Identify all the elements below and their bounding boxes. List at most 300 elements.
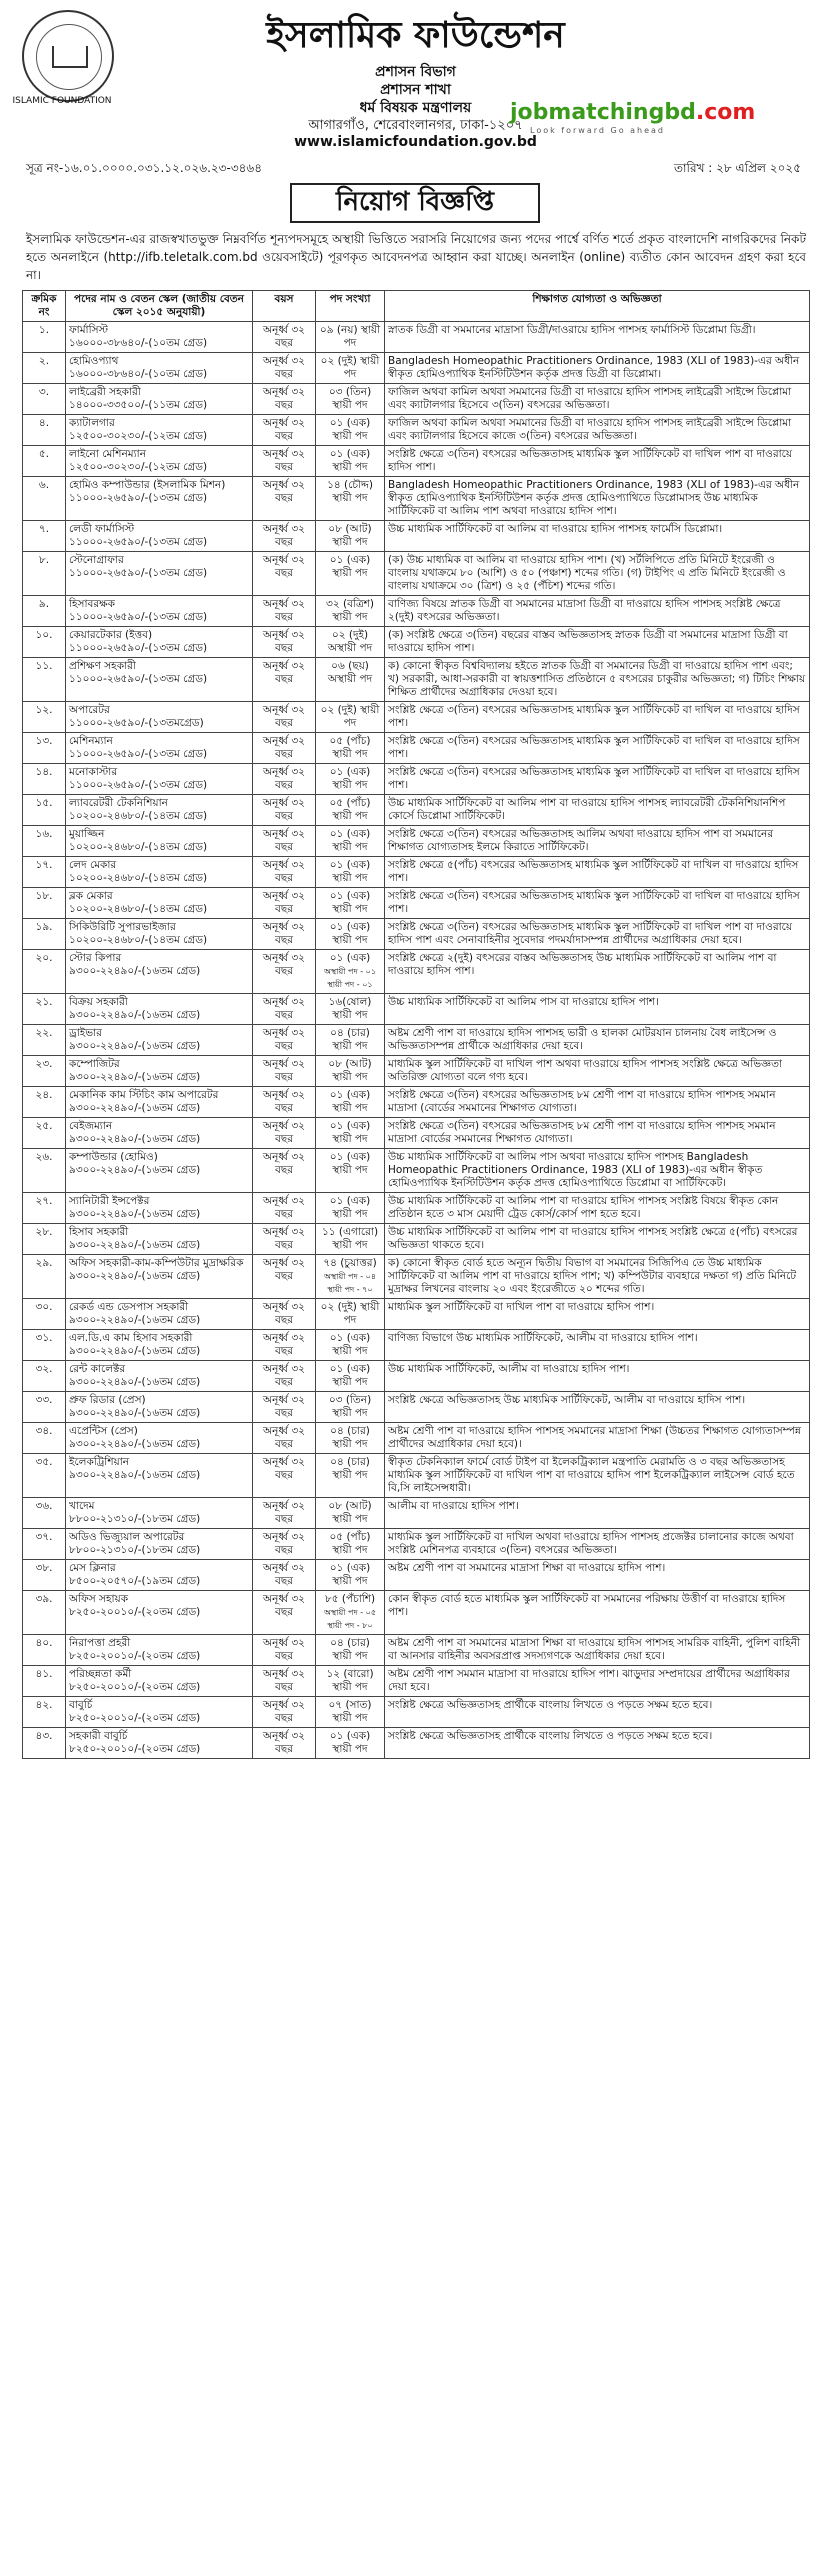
watermark-tagline: Look forward Go ahead [530, 126, 666, 135]
table-row [23, 1666, 810, 1697]
table-row [23, 1299, 810, 1330]
qualification-text: বাণিজ্য বিভাগে উচ্চ মাধ্যমিক সার্টিফিকেট, আলীম বা দাওরায়ে হাদিস পাশ। [388, 1332, 698, 1344]
count-cell [316, 1193, 385, 1224]
table-row [23, 1025, 810, 1056]
serial-number: ২৬. [35, 1151, 53, 1163]
serial-cell [23, 1697, 66, 1728]
serial-number: ৩৪. [35, 1425, 53, 1437]
qualification-text: উচ্চ মাধ্যমিক সার্টিফিকেট বা আলিম পাস বা দাওরায়ে হাদিস পাশ। [388, 996, 659, 1008]
table-row [23, 353, 810, 384]
table-row [23, 477, 810, 521]
post-count: ০৮ (আট) স্থায়ী পদ [328, 523, 372, 548]
pay-scale: ৮২৫০-২০০১০/-(২০তম গ্রেড) [69, 1650, 201, 1662]
post-cell [66, 950, 253, 994]
age-cell [253, 950, 316, 994]
age-limit: অনূর্ধ্ব ৩২ বছর [262, 479, 306, 504]
qualification-cell [385, 1423, 810, 1454]
age-cell [253, 1529, 316, 1560]
count-cell [316, 521, 385, 552]
qualification-text: ক) কোনো স্বীকৃত বিশ্ববিদ্যালয় হইতে স্নাতক ডিগ্রী বা সমমানের ডিগ্রী বা দাওরায়ে হাদিস পাশ এবং; খ) সরকারী, আধা-সরকারী বা স্বায়ত্তশাসিত প্রতিষ্ঠানে ৫ বৎসরের চাকুরীর অভিজ্ঞতা; গ) টিচিং শিক্ষায় শিক্ষিত প্রার্থীদের অগ্রাধিকার দেওয়া হবে। [388, 660, 806, 698]
post-count: ০৫ (পাঁচ) স্থায়ী পদ [329, 735, 371, 760]
watermark [510, 100, 755, 125]
count-cell [316, 826, 385, 857]
post-cell [66, 596, 253, 627]
serial-number: ১১. [35, 660, 53, 672]
table-row [23, 1361, 810, 1392]
qualification-cell [385, 994, 810, 1025]
serial-number: ১৬. [35, 828, 53, 840]
post-count: ০৬ (ছয়) অস্থায়ী পদ [327, 660, 373, 685]
age-cell [253, 1255, 316, 1299]
serial-number: ১৮. [35, 890, 53, 902]
serial-number: ১৪. [35, 766, 53, 778]
qualification-cell [385, 322, 810, 353]
post-name: স্টোর কিপার [69, 952, 122, 964]
col-post: পদের নাম ও বেতন স্কেল (জাতীয় বেতন স্কেল ২০১৫ অনুযায়ী) [66, 291, 253, 322]
table-row [23, 1118, 810, 1149]
post-count: ০১ (এক) [329, 952, 371, 964]
post-cell [66, 322, 253, 353]
pay-scale: ৯৩০০-২২৪৯০/-(১৬তম গ্রেড) [69, 1270, 201, 1282]
org-name: ইসলামিক ফাউন্ডেশন [266, 14, 565, 56]
post-name: কেয়ারটেকার (ইত্তব) [69, 629, 153, 641]
serial-number: ২৩. [35, 1058, 53, 1070]
post-cell [66, 1299, 253, 1330]
age-limit: অনূর্ধ্ব ৩২ বছর [262, 1363, 306, 1388]
qualification-text: সংশ্লিষ্ট ক্ষেত্রে ৩(তিন) বৎসরের অভিজ্ঞতাসহ মাধ্যমিক স্কুল সার্টিফিকেট বা দাখিল বা দাওরায়ে হাদিস পাশ। [388, 704, 800, 729]
qualification-cell [385, 764, 810, 795]
age-cell [253, 627, 316, 658]
website[interactable]: www.islamicfoundation.gov.bd [294, 134, 537, 150]
qualification-cell [385, 950, 810, 994]
serial-cell [23, 1255, 66, 1299]
pay-scale: ১৪০০০-৩৩৫০০/-(১১তম গ্রেড) [69, 399, 208, 411]
serial-cell [23, 733, 66, 764]
serial-cell [23, 552, 66, 596]
serial-number: ৩১. [35, 1332, 53, 1344]
serial-number: ২২. [35, 1027, 53, 1039]
serial-number: ৪৩. [35, 1730, 53, 1742]
qualification-text: ফাজিল অথবা কামিল অথবা সমমানের ডিগ্রী বা দাওরায়ে হাদিস পাশসহ লাইব্রেরী সাইন্সে ডিপ্লোমা এবং ক্যাটালগার হিসেবে কাজে ৩(তিন) বৎসরের অভিজ্ঞতা। [388, 417, 792, 442]
qualification-text: অষ্টম শ্রেণী পাশ বা দাওরায়ে হাদিস পাশসহ ভারী ও হালকা মোটরযান চালনায় বৈধ লাইসেন্স ও অভিজ্ঞতাসম্পন্ন প্রার্থীকে অগ্রাধিকার দেয়া হবে। [388, 1027, 777, 1052]
post-cell [66, 888, 253, 919]
post-cell [66, 1224, 253, 1255]
qualification-cell [385, 1635, 810, 1666]
age-limit: অনূর্ধ্ব ৩২ বছর [262, 859, 306, 884]
post-name: ল্যাবরেটরী টেকনিশিয়ান [69, 797, 168, 809]
post-name: অডিও ভিজ্যুয়াল অপারেটর [69, 1531, 185, 1543]
serial-cell [23, 1498, 66, 1529]
serial-cell [23, 795, 66, 826]
post-count: ০৫ (পাঁচ) স্থায়ী পদ [329, 797, 371, 822]
col-qualification: শিক্ষাগত যোগ্যতা ও অভিজ্ঞতা [385, 291, 810, 322]
count-cell [316, 795, 385, 826]
qualification-text: সংশ্লিষ্ট ক্ষেত্রে ৩(তিন) বৎসরের অভিজ্ঞতাসহ আলিম অথবা দাওরায়ে হাদিস পাশ বা সমমানের শিক্ষাগত যোগ্যতাসহ ইলমে কিরাতে সার্টিফিকেট। [388, 828, 774, 853]
table-row [23, 1423, 810, 1454]
pay-scale: ১০২০০-২৪৬৮০/-(১৪তম গ্রেড) [69, 934, 208, 946]
serial-cell [23, 994, 66, 1025]
age-limit: অনূর্ধ্ব ৩২ বছর [262, 1257, 306, 1282]
post-name: বাবুর্চি [69, 1699, 93, 1711]
qualification-cell [385, 1697, 810, 1728]
post-count-note: অস্থায়ী পদ - ০৫ স্থায়ী পদ - ৮০ [323, 1608, 377, 1630]
serial-cell [23, 1560, 66, 1591]
pay-scale: ১১০০০-২৬৫৯০/-(১৩তম গ্রেড) [69, 642, 208, 654]
serial-number: ১. [38, 324, 50, 336]
qualification-text: মাধ্যমিক স্কুল সার্টিফিকেট বা দাখিল পাশ বা দাওরায়ে হাদিস পাশ। [388, 1301, 655, 1313]
count-cell [316, 764, 385, 795]
post-count: ০১ (এক) স্থায়ী পদ [329, 1120, 371, 1145]
table-row [23, 919, 810, 950]
post-name: পরিচ্ছন্নতা কর্মী [69, 1668, 132, 1680]
branch: প্রশাসন শাখা [380, 82, 451, 98]
age-limit: অনূর্ধ্ব ৩২ বছর [262, 554, 306, 579]
pay-scale: ৮২৫০-২০০১০/-(২০তম গ্রেড) [69, 1743, 201, 1755]
qualification-text: সংশ্লিষ্ট ক্ষেত্রে ৩(তিন) বৎসরের অভিজ্ঞতাসহ মাধ্যমিক স্কুল সার্টিফিকেট বা দাখিল পাশ বা দাওরায়ে হাদিস পাশ এবং সেনাবাহিনীর সুবেদার পদমর্যাদাসম্পন্ন প্রার্থীদের অগ্রাধিকার দেয়া হবে। [388, 921, 793, 946]
pay-scale: ৯৩০০-২২৪৯০/-(১৬তম গ্রেড) [69, 1438, 201, 1450]
pay-scale: ৯৩০০-২২৪৯০/-(১৬তম গ্রেড) [69, 1071, 201, 1083]
post-count: ১২ (বারো) স্থায়ী পদ [326, 1668, 374, 1693]
serial-cell [23, 826, 66, 857]
serial-cell [23, 1728, 66, 1759]
watermark-main: jobmatchingbd [510, 100, 696, 125]
pay-scale: ৮২৫০-২০০১০/-(২০তম গ্রেড) [69, 1712, 201, 1724]
qualification-cell [385, 1299, 810, 1330]
table-row [23, 552, 810, 596]
qualification-cell [385, 627, 810, 658]
serial-number: ১০. [35, 629, 53, 641]
qualification-cell [385, 384, 810, 415]
division: প্রশাসন বিভাগ [375, 64, 456, 80]
age-cell [253, 826, 316, 857]
serial-number: ৩৩. [35, 1394, 53, 1406]
count-cell [316, 353, 385, 384]
serial-cell [23, 1635, 66, 1666]
age-cell [253, 857, 316, 888]
qualification-cell [385, 1118, 810, 1149]
serial-cell [23, 1330, 66, 1361]
count-cell [316, 702, 385, 733]
age-limit: অনূর্ধ্ব ৩২ বছর [262, 1058, 306, 1083]
qualification-text: উচ্চ মাধ্যমিক সার্টিফিকেট বা আলিম পাশ বা দাওরায়ে হাদিস পাশসহ ল্যাবরেটরী টেকনিশিয়ানশিপ কোর্সে ডিপ্লোমা সার্টিফিকেট। [388, 797, 786, 822]
post-count: ০২ (দুই) অস্থায়ী পদ [327, 629, 373, 654]
age-limit: অনূর্ধ্ব ৩২ বছর [262, 1668, 306, 1693]
qualification-text: Bangladesh Homeopathic Practitioners Ordinance, 1983 (XLI of 1983)-এর অধীন স্বীকৃত হোমিওপ্যাথিক ইনস্টিটিউশন কর্তৃক প্রদত্ত হোমিওপ্যাথিতে ডিপ্লোমাসহ উচ্চ মাধ্যমিক সার্টিফিকেট বা আলিম পাশ অথবা দাওরায়ে হাদিস পাশ। [388, 479, 800, 517]
count-cell [316, 1299, 385, 1330]
post-count: ০৮ (আট) স্থায়ী পদ [328, 1500, 372, 1525]
watermark-suffix: .com [695, 100, 756, 125]
table-row [23, 1087, 810, 1118]
age-limit: অনূর্ধ্ব ৩২ বছর [262, 629, 306, 654]
count-cell [316, 552, 385, 596]
age-cell [253, 658, 316, 702]
post-count: ০১ (এক) স্থায়ী পদ [329, 766, 371, 791]
serial-cell [23, 1361, 66, 1392]
pay-scale: ১১০০০-২৬৫৯০/-(১৩তম গ্রেড) [69, 779, 208, 791]
age-cell [253, 1056, 316, 1087]
logo-caption: ISLAMIC FOUNDATION [12, 96, 112, 106]
serial-cell [23, 950, 66, 994]
count-cell [316, 950, 385, 994]
qualification-text: সংশ্লিষ্ট ক্ষেত্রে ৩(তিন) বৎসরের অভিজ্ঞতাসহ মাধ্যমিক স্কুল সার্টিফিকেট বা দাখিল পাশ বা দাওরায়ে হাদিস পাশ। [388, 448, 793, 473]
post-cell [66, 795, 253, 826]
count-cell [316, 1498, 385, 1529]
post-count: ০৮ (আট) স্থায়ী পদ [328, 1058, 372, 1083]
qualification-text: স্বীকৃত টেকনিক্যাল ফার্মে বোর্ড টাইপ বা ইলেকট্রিক্যাল মন্ত্রপাতি মেরামতি ও ৩ বছর অভিজ্ঞতাসহ মাধ্যমিক স্কুল সার্টিফিকেট বা দাখিল পাশ বা দাওরায়ে হাদিস পাশ ইলেকট্রিক্যাল লাইসেন্স বোর্ড হতে বি,সি লাইসেন্সধারী। [388, 1456, 795, 1494]
post-count: ০১ (এক) স্থায়ী পদ [329, 1562, 371, 1587]
post-cell [66, 1392, 253, 1423]
pay-scale: ১০২০০-২৪৬৮০/-(১৪তম গ্রেড) [69, 841, 208, 853]
serial-cell [23, 1025, 66, 1056]
post-count-note: অস্থায়ী পদ - ০৪ স্থায়ী পদ - ৭০ [323, 1272, 377, 1294]
serial-cell [23, 1423, 66, 1454]
post-name: লাইনো মেশিনম্যান [69, 448, 146, 460]
age-limit: অনূর্ধ্ব ৩২ বছর [262, 523, 306, 548]
age-cell [253, 1498, 316, 1529]
age-cell [253, 1454, 316, 1498]
table-row [23, 1697, 810, 1728]
post-name: ড্রাইভার [69, 1027, 102, 1039]
vacancy-table [22, 290, 810, 1759]
age-limit: অনূর্ধ্ব ৩২ বছর [262, 448, 306, 473]
qualification-text: সংশ্লিষ্ট ক্ষেত্রে ৩(তিন) বৎসরের অভিজ্ঞতাসহ ৮ম শ্রেণী পাশ বা দাওরায়ে হাদিস পাশসহ সমমান মাদ্রাসা বোর্ডের সমমানের শিক্ষাগত যোগ্যতা। [388, 1120, 776, 1145]
pay-scale: ১৬০০০-৩৮৬৪০/-(১০তম গ্রেড) [69, 368, 208, 380]
qualification-cell [385, 446, 810, 477]
table-row [23, 1392, 810, 1423]
count-cell [316, 1056, 385, 1087]
count-cell [316, 596, 385, 627]
qualification-text: উচ্চ মাধ্যমিক সার্টিফিকেট, আলীম বা দাওরায়ে হাদিস পাশ। [388, 1363, 630, 1375]
serial-number: ২০. [35, 952, 53, 964]
age-cell [253, 1666, 316, 1697]
qualification-text: Bangladesh Homeopathic Practitioners Ordinance, 1983 (XLI of 1983)-এর অধীন স্বীকৃত হোমিওপ্যাথিক ইনস্টিটিউশন কর্তৃক প্রদত্ত ডিগ্রী বা ডিপ্লোমা। [388, 355, 800, 380]
qualification-cell [385, 1193, 810, 1224]
age-cell [253, 1118, 316, 1149]
age-limit: অনূর্ধ্ব ৩২ বছর [262, 890, 306, 915]
qualification-cell [385, 1392, 810, 1423]
serial-number: ১৫. [35, 797, 53, 809]
qualification-text: আলীম বা দাওরায়ে হাদিস পাশ। [388, 1500, 519, 1512]
qualification-cell [385, 552, 810, 596]
serial-cell [23, 322, 66, 353]
serial-cell [23, 658, 66, 702]
count-cell [316, 1591, 385, 1635]
post-count: ০১ (এক) স্থায়ী পদ [329, 921, 371, 946]
qualification-text: অষ্টম শ্রেণী পাশ বা দাওরায়ে হাদিস পাশসহ সমমানের মাদ্রাসা শিক্ষা (উচ্চতর শিক্ষাগত যোগ্যতাসম্পন্ন প্রার্থীদের অগ্রাধিকার দেয়া হবে)। [388, 1425, 801, 1450]
post-cell [66, 764, 253, 795]
post-count: ০৫ (পাঁচ) স্থায়ী পদ [329, 1531, 371, 1556]
notice-date: তারিখ : ২৮ এপ্রিল ২০২৫ [674, 161, 801, 175]
table-row [23, 627, 810, 658]
table-row [23, 702, 810, 733]
post-name: সহকারী বাবুর্চি [69, 1730, 128, 1742]
post-name: রেন্ট কালেক্টর [69, 1363, 126, 1375]
count-cell [316, 1025, 385, 1056]
serial-cell [23, 919, 66, 950]
qualification-cell [385, 415, 810, 446]
serial-number: ৩৬. [35, 1500, 53, 1512]
table-row [23, 994, 810, 1025]
pay-scale: ১১০০০-২৬৫৯০/-(১৩তম গ্রেড) [69, 536, 208, 548]
qualification-cell [385, 795, 810, 826]
post-cell [66, 1728, 253, 1759]
count-cell [316, 994, 385, 1025]
pay-scale: ৯৩০০-২২৪৯০/-(১৬তম গ্রেড) [69, 1102, 201, 1114]
qualification-text: মাধ্যমিক স্কুল সার্টিফিকেট বা দাখিল পাশ অথবা দাওরায়ে হাদিস পাশসহ সংশ্লিষ্ট ক্ষেত্রে অভিজ্ঞতা অতিরিক্ত যোগ্যতা বলে গণ্য হবে। [388, 1058, 783, 1083]
age-limit: অনূর্ধ্ব ৩২ বছর [262, 1562, 306, 1587]
qualification-text: ফাজিল অথবা কামিল অথবা সমমানের ডিগ্রী বা দাওরায়ে হাদিস পাশসহ লাইব্রেরী সাইন্সে ডিপ্লোমা এবং ক্যাটালগার হিসেবে ৩(তিন) বৎসরের অভিজ্ঞতা। [388, 386, 792, 411]
age-cell [253, 477, 316, 521]
pay-scale: ১০২০০-২৪৬৮০/-(১৪তম গ্রেড) [69, 810, 208, 822]
qualification-text: সংশ্লিষ্ট ক্ষেত্রে অভিজ্ঞতাসহ প্রার্থীকে বাংলায় লিখতে ও পড়তে সক্ষম হতে হবে। [388, 1730, 713, 1742]
age-limit: অনূর্ধ্ব ৩২ বছর [262, 766, 306, 791]
post-count: ৭৪ (চুয়াত্তর) [323, 1257, 377, 1269]
memo-number: সূত্র নং-১৬.০১.০০০০.০৩১.১২.০২৬.২৩-৩৪৬৪ [26, 161, 262, 175]
age-cell [253, 1591, 316, 1635]
post-name: মুয়াজ্জিন [69, 828, 105, 840]
pay-scale: ৯৩০০-২২৪৯০/-(১৬তম গ্রেড) [69, 1314, 201, 1326]
post-count: ০১ (এক) স্থায়ী পদ [329, 828, 371, 853]
serial-cell [23, 1299, 66, 1330]
count-cell [316, 733, 385, 764]
qualification-cell [385, 658, 810, 702]
qualification-cell [385, 1255, 810, 1299]
table-row [23, 384, 810, 415]
count-cell [316, 1118, 385, 1149]
age-cell [253, 1361, 316, 1392]
age-cell [253, 1728, 316, 1759]
post-cell [66, 1454, 253, 1498]
age-cell [253, 446, 316, 477]
table-row [23, 1635, 810, 1666]
age-limit: অনূর্ধ্ব ৩২ বছর [262, 996, 306, 1021]
serial-cell [23, 521, 66, 552]
qualification-text: সংশ্লিষ্ট ক্ষেত্রে অভিজ্ঞতাসহ উচ্চ মাধ্যমিক সার্টিফিকেট, আলীম বা দাওরায়ে হাদিস পাশ। [388, 1394, 746, 1406]
post-name: বেইজম্যান [69, 1120, 113, 1132]
post-name: স্যানিটারী ইন্সপেক্টর [69, 1195, 150, 1207]
pay-scale: ৯৩০০-২২৪৯০/-(১৬তম গ্রেড) [69, 1239, 201, 1251]
age-limit: অনূর্ধ্ব ৩২ বছর [262, 660, 306, 685]
post-count: ৮৫ (পঁচাশি) [324, 1593, 376, 1605]
table-row [23, 888, 810, 919]
table-row [23, 1193, 810, 1224]
post-count: ০৪ (চার) স্থায়ী পদ [330, 1027, 370, 1052]
post-cell [66, 994, 253, 1025]
age-limit: অনূর্ধ্ব ৩২ বছর [262, 797, 306, 822]
qualification-cell [385, 1454, 810, 1498]
pay-scale: ৯৩০০-২২৪৯০/-(১৬তম গ্রেড) [69, 1407, 201, 1419]
count-cell [316, 1224, 385, 1255]
post-cell [66, 702, 253, 733]
post-count: ০২ (দুই) স্থায়ী পদ [320, 1301, 380, 1326]
serial-number: ৩৫. [35, 1456, 53, 1468]
count-cell [316, 1330, 385, 1361]
post-count-note: অস্থায়ী পদ - ০১ স্থায়ী পদ - ০১ [323, 967, 377, 989]
table-row [23, 857, 810, 888]
serial-cell [23, 1149, 66, 1193]
serial-number: ৪. [38, 417, 50, 429]
table-row [23, 1728, 810, 1759]
post-cell [66, 521, 253, 552]
post-count: ১১ (এগারো) স্থায়ী পদ [321, 1226, 379, 1251]
serial-cell [23, 702, 66, 733]
pay-scale: ১১০০০-২৬৫৯০/-(১৩তমগ্রেড) [69, 717, 204, 729]
serial-number: ৫. [38, 448, 50, 460]
post-cell [66, 1025, 253, 1056]
serial-number: ২৮. [35, 1226, 53, 1238]
age-cell [253, 1149, 316, 1193]
qualification-cell [385, 857, 810, 888]
age-limit: অনূর্ধ্ব ৩২ বছর [262, 1637, 306, 1662]
count-cell [316, 888, 385, 919]
count-cell [316, 477, 385, 521]
serial-number: ৩০. [35, 1301, 53, 1313]
post-cell [66, 1529, 253, 1560]
pay-scale: ১১০০০-২৬৫৯০/-(১৩তম গ্রেড) [69, 492, 208, 504]
table-row [23, 1255, 810, 1299]
post-name: অপারেটর [69, 704, 110, 716]
age-limit: অনূর্ধ্ব ৩২ বছর [262, 386, 306, 411]
post-count: ০৪ (চার) স্থায়ী পদ [330, 1456, 370, 1481]
post-cell [66, 1423, 253, 1454]
pay-scale: ৯৩০০-২২৪৯০/-(১৬তম গ্রেড) [69, 1164, 201, 1176]
post-count: ০৯ (নয়) স্থায়ী পদ [319, 324, 381, 349]
pay-scale: ৮৮০০-২১৩১০/-(১৮তম গ্রেড) [69, 1513, 201, 1525]
post-cell [66, 658, 253, 702]
serial-cell [23, 888, 66, 919]
qualification-text: সংশ্লিষ্ট ক্ষেত্রে ৩(তিন) বৎসরের অভিজ্ঞতাসহ মাধ্যমিক স্কুল সার্টিফিকেট বা দাখিল বা দাওরায়ে হাদিস পাশ। [388, 766, 800, 791]
qualification-cell [385, 919, 810, 950]
qualification-cell [385, 1330, 810, 1361]
count-cell [316, 1560, 385, 1591]
age-cell [253, 1193, 316, 1224]
count-cell [316, 1255, 385, 1299]
serial-cell [23, 446, 66, 477]
serial-number: ৯. [38, 598, 50, 610]
serial-number: ২৯. [35, 1257, 53, 1269]
serial-number: ১৭. [35, 859, 53, 871]
age-cell [253, 1697, 316, 1728]
pay-scale: ৯৩০০-২২৪৯০/-(১৬তম গ্রেড) [69, 1469, 201, 1481]
pay-scale: ৮২৫০-২০০১০/-(২০তম গ্রেড) [69, 1681, 201, 1693]
qualification-text: উচ্চ মাধ্যমিক সার্টিফিকেট বা আলিম পাশ বা দাওরায়ে হাদিস পাশসহ সংশ্লিষ্ট ক্ষেত্রে ৫(পাঁচ) বৎসরের অভিজ্ঞতা থাকতে হবে। [388, 1226, 798, 1251]
serial-cell [23, 764, 66, 795]
qualification-cell [385, 1025, 810, 1056]
age-cell [253, 733, 316, 764]
age-cell [253, 1025, 316, 1056]
post-name: প্রশিক্ষণ সহকারী [69, 660, 136, 672]
post-name: হিসাবরক্ষক [69, 598, 115, 610]
serial-cell [23, 596, 66, 627]
post-cell [66, 1056, 253, 1087]
qualification-cell [385, 1498, 810, 1529]
count-cell [316, 322, 385, 353]
age-limit: অনূর্ধ্ব ৩২ বছর [262, 704, 306, 729]
serial-cell [23, 627, 66, 658]
serial-number: ২৭. [35, 1195, 53, 1207]
serial-number: ২৪. [35, 1089, 53, 1101]
post-cell [66, 919, 253, 950]
pay-scale: ৯৩০০-২২৪৯০/-(১৬তম গ্রেড) [69, 1376, 201, 1388]
pay-scale: ৮৫০০-২০৫৭০/-(১৯তম গ্রেড) [69, 1575, 201, 1587]
qualification-cell [385, 353, 810, 384]
qualification-text: সংশ্লিষ্ট ক্ষেত্রে ৩(তিন) বৎসরের অভিজ্ঞতাসহ মাধ্যমিক স্কুল সার্টিফিকেট বা দাখিল বা দাওরায়ে হাদিস পাশ। [388, 890, 800, 915]
pay-scale: ১২৫০০-৩০২৩০/-(১২তম গ্রেড) [69, 461, 208, 473]
count-cell [316, 1423, 385, 1454]
serial-number: ২. [38, 355, 50, 367]
serial-number: ৩৯. [35, 1593, 53, 1605]
qualification-text: সংশ্লিষ্ট ক্ষেত্রে ২(দুই) বৎসরের বাস্তব অভিজ্ঞতাসহ উচ্চ মাধ্যমিক সার্টিফিকেট বা আলিম পাশ বা দাওরায়ে হাদিস পাশ। [388, 952, 777, 977]
